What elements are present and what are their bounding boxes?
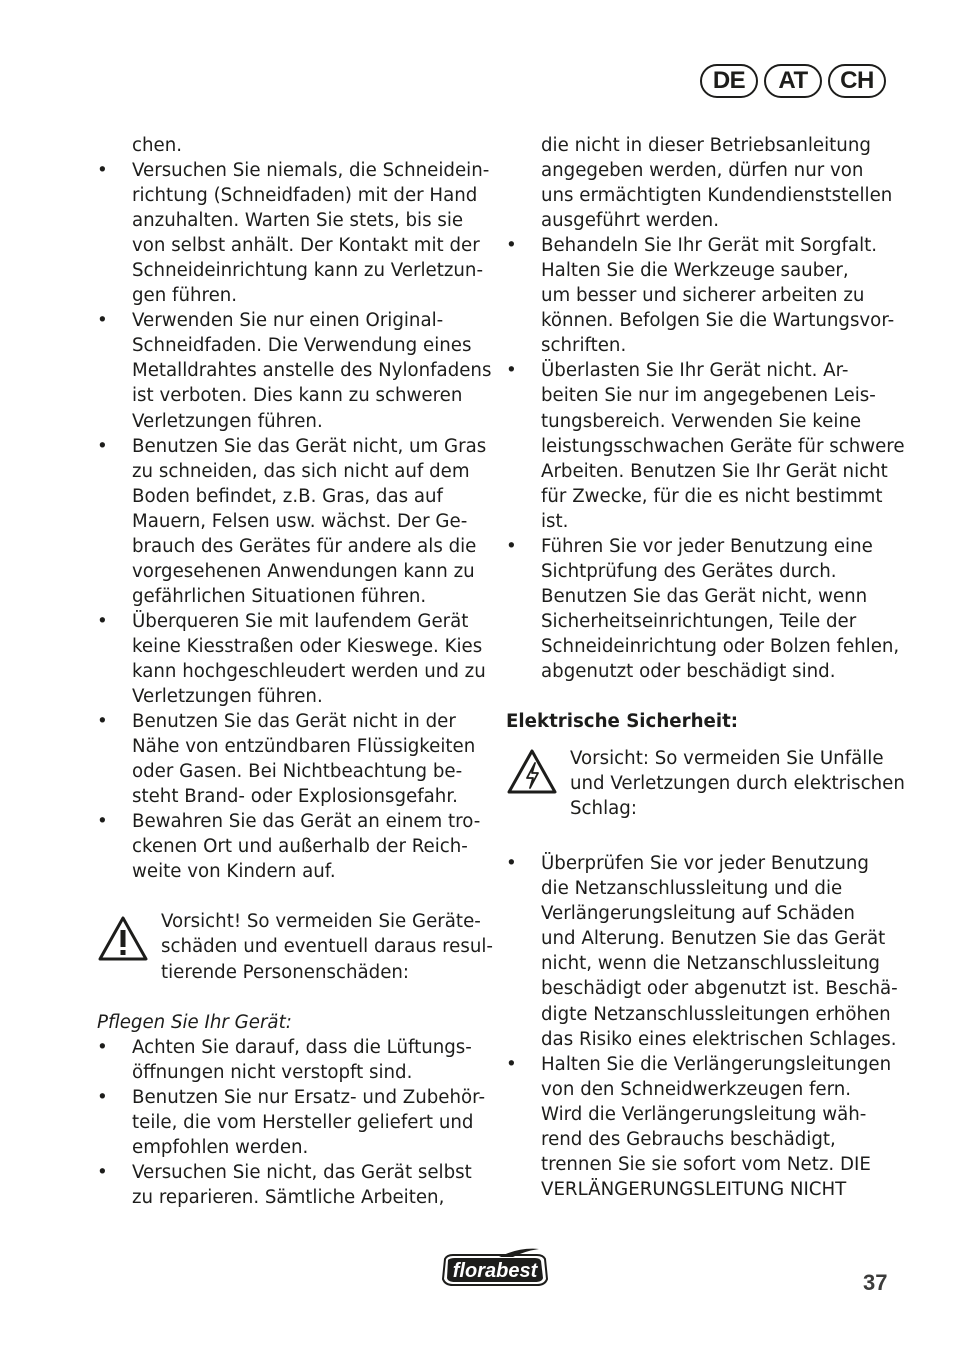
text-line: • Achten Sie darauf, dass die Lüftungs-	[97, 1035, 485, 1060]
text-line: Metalldrahtes anstelle des Nylonfadens	[132, 360, 492, 382]
text-line: Verlängerungsleitung auf Schäden	[541, 903, 855, 925]
text-line: • Benutzen Sie das Gerät nicht, um Gras	[97, 434, 485, 459]
text-line: das Risiko eines elektrischen Schlages.	[541, 1028, 897, 1050]
text-line: Sichtprüfung des Gerätes durch.	[541, 560, 837, 582]
text-line: nicht, wenn die Netzanschlussleitung	[541, 953, 880, 975]
text-line: anzuhalten. Warten Sie stets, bis sie	[132, 210, 464, 232]
text-line: richtung (Schneidfaden) mit der Hand	[132, 185, 478, 207]
text-line: Vorsicht: So vermeiden Sie Unfälle	[570, 748, 884, 770]
text-line: Mauern, Felsen usw. wächst. Der Ge-	[132, 510, 468, 532]
country-badge-at: AT	[764, 64, 822, 98]
text-line: Nähe von entzündbaren Flüssigkeiten	[132, 736, 476, 758]
country-badge-ch: CH	[828, 64, 886, 98]
bullet-item	[506, 233, 896, 358]
bullet-list	[506, 851, 896, 1202]
text-line: für Zwecke, für die es nicht bestimmt	[541, 485, 883, 507]
text-line: • Bewahren Sie das Gerät an einem tro-	[97, 809, 485, 834]
text-line: teile, die vom Hersteller geliefert und	[132, 1111, 474, 1133]
text-line: VERLÄNGERUNGSLEITUNG NICHT	[541, 1178, 847, 1200]
text-line: rend des Gebrauchs beschädigt,	[541, 1128, 836, 1150]
text-line: zu schneiden, das sich nicht auf dem	[132, 460, 470, 482]
bullet-icon: •	[506, 360, 517, 382]
bullet-item	[97, 1035, 485, 1085]
text-line: Verletzungen führen.	[132, 686, 323, 708]
logo-text: florabest	[452, 1260, 538, 1282]
text-line: Schneidfaden. Die Verwendung eines	[132, 335, 472, 357]
text-line: • Überqueren Sie mit laufendem Gerät	[97, 609, 485, 634]
text-line: trennen Sie sie sofort vom Netz. DIE	[541, 1153, 871, 1175]
text-line: • Benutzen Sie das Gerät nicht in der	[97, 709, 485, 734]
text-line: Schneideinrichtung oder Bolzen fehlen,	[541, 635, 900, 657]
country-badges	[700, 64, 886, 98]
text-line: weite von Kindern auf.	[132, 861, 336, 883]
bullet-item	[97, 434, 485, 609]
text-line: zu reparieren. Sämtliche Arbeiten,	[132, 1186, 445, 1208]
text-line: die nicht in dieser Betriebsanleitung	[541, 135, 871, 156]
text-line: Arbeiten. Benutzen Sie Ihr Gerät nicht	[541, 460, 888, 482]
continuation-text	[506, 133, 896, 233]
text-line: angegeben werden, dürfen nur von	[541, 160, 864, 182]
text-line: ist verboten. Dies kann zu schweren	[132, 385, 463, 407]
subheading: Pflegen Sie Ihr Gerät:	[97, 1011, 292, 1033]
text-line: die Netzanschlussleitung und die	[541, 878, 843, 900]
text-line: Halten Sie die Werkzeuge sauber,	[541, 260, 849, 282]
text-line: empfohlen werden.	[132, 1136, 309, 1158]
text-line: ckenen Ort und außerhalb der Reich-	[132, 836, 468, 858]
bullet-icon: •	[97, 1086, 108, 1108]
text-line: • Halten Sie die Verlängerungsleitungen	[506, 1052, 896, 1077]
text-line: Vorsicht! So vermeiden Sie Geräte-	[161, 911, 481, 933]
text-line: vorgesehenen Anwendungen kann zu	[132, 560, 475, 582]
bullet-icon: •	[506, 235, 517, 257]
bullet-item	[506, 534, 900, 684]
bullet-icon: •	[97, 310, 108, 332]
country-badge-de: DE	[700, 64, 758, 98]
text-line: uns ermächtigten Kundendienststellen	[541, 185, 893, 207]
text-line: können. Befolgen Sie die Wartungsvor-	[541, 310, 895, 332]
bullet-item	[506, 851, 896, 1051]
text-line: öffnungen nicht verstopft sind.	[132, 1061, 413, 1083]
bullet-list	[97, 1035, 485, 1210]
bullet-item	[97, 709, 485, 809]
bullet-icon: •	[97, 811, 108, 833]
text-line: • Behandeln Sie Ihr Gerät mit Sorgfalt.	[506, 233, 896, 258]
text-line: tierende Personenschäden:	[161, 961, 410, 983]
text-line: brauch des Gerätes für andere als die	[132, 535, 477, 557]
bullet-item	[506, 1052, 896, 1202]
text-line: von den Schneidwerkzeugen fern.	[541, 1078, 852, 1100]
bullet-icon: •	[97, 160, 108, 182]
bullet-item	[97, 809, 485, 884]
text-line: um besser und sicherer arbeiten zu	[541, 285, 865, 307]
continuation-text: chen.	[132, 135, 183, 156]
electric-shock-warning-icon	[506, 748, 558, 796]
bullet-icon: •	[97, 435, 108, 457]
text-line: Schneideinrichtung kann zu Verletzun-	[132, 260, 484, 282]
text-line: beschädigt oder abgenutzt ist. Beschä-	[541, 978, 898, 1000]
right-column	[506, 133, 905, 1202]
text-line: • Benutzen Sie nur Ersatz- und Zubehör-	[97, 1085, 485, 1110]
bullet-item	[97, 1160, 485, 1210]
bullet-list	[97, 158, 492, 884]
text-line: Boden befindet, z.B. Gras, das auf	[132, 485, 443, 507]
bullet-icon: •	[506, 853, 517, 875]
text-line: leistungsschwachen Geräte für schwere	[541, 435, 905, 457]
bullet-icon: •	[97, 1161, 108, 1183]
text-line: • Überprüfen Sie vor jeder Benutzung	[506, 851, 896, 876]
page-number: 37	[863, 1270, 888, 1295]
text-line: und Alterung. Benutzen Sie das Gerät	[541, 928, 886, 950]
text-line: schäden und eventuell daraus resul-	[161, 936, 493, 958]
text-line: Sicherheitseinrichtungen, Teile der	[541, 610, 857, 632]
text-line: • Führen Sie vor jeder Benutzung eine	[506, 534, 896, 559]
warning-text	[506, 746, 905, 821]
text-line: ist.	[541, 510, 569, 532]
text-line: beiten Sie nur im angegebenen Leis-	[541, 385, 876, 407]
text-line: gen führen.	[132, 285, 238, 307]
text-line: Schlag:	[570, 798, 637, 820]
text-line: tungsbereich. Verwenden Sie keine	[541, 410, 862, 432]
warning-notice	[97, 909, 493, 984]
section-heading: Elektrische Sicherheit:	[506, 711, 739, 733]
text-line: kann hochgeschleudert werden und zu	[132, 660, 486, 682]
bullet-list	[506, 233, 905, 684]
text-line: und Verletzungen durch elektrischen	[570, 773, 905, 795]
text-line: digte Netzanschlussleitungen erhöhen	[541, 1003, 891, 1025]
bullet-icon: •	[506, 1053, 517, 1075]
bullet-item	[97, 1085, 485, 1160]
text-line: Benutzen Sie das Gerät nicht, wenn	[541, 585, 868, 607]
warning-text	[97, 909, 493, 984]
text-line: • Versuchen Sie nicht, das Gerät selbst	[97, 1160, 485, 1185]
bullet-item	[506, 358, 905, 533]
florabest-logo	[439, 1245, 551, 1291]
text-line: oder Gasen. Bei Nichtbeachtung be-	[132, 761, 463, 783]
left-column	[97, 133, 493, 1210]
warning-triangle-icon	[97, 915, 149, 963]
text-line: von selbst anhält. Der Kontakt mit der	[132, 235, 480, 257]
bullet-item	[97, 158, 490, 308]
bullet-item	[97, 308, 492, 433]
text-line: steht Brand- oder Explosionsgefahr.	[132, 786, 458, 808]
bullet-icon: •	[506, 535, 517, 557]
bullet-icon: •	[97, 711, 108, 733]
text-line: ausgeführt werden.	[541, 210, 719, 232]
text-line: • Überlasten Sie Ihr Gerät nicht. Ar-	[506, 358, 896, 383]
bullet-icon: •	[97, 1036, 108, 1058]
electric-warning-notice	[506, 746, 905, 821]
text-line: keine Kiesstraßen oder Kieswege. Kies	[132, 635, 483, 657]
bullet-item	[97, 609, 485, 709]
text-line: • Versuchen Sie niemals, die Schneidein-	[97, 158, 485, 183]
text-line: schriften.	[541, 335, 627, 357]
text-line: gefährlichen Situationen führen.	[132, 585, 427, 607]
text-line: • Verwenden Sie nur einen Original-	[97, 308, 485, 333]
text-line: Verletzungen führen.	[132, 410, 323, 432]
text-line: abgenutzt oder beschädigt sind.	[541, 660, 836, 682]
text-line: Wird die Verlängerungsleitung wäh-	[541, 1103, 867, 1125]
bullet-icon: •	[97, 610, 108, 632]
